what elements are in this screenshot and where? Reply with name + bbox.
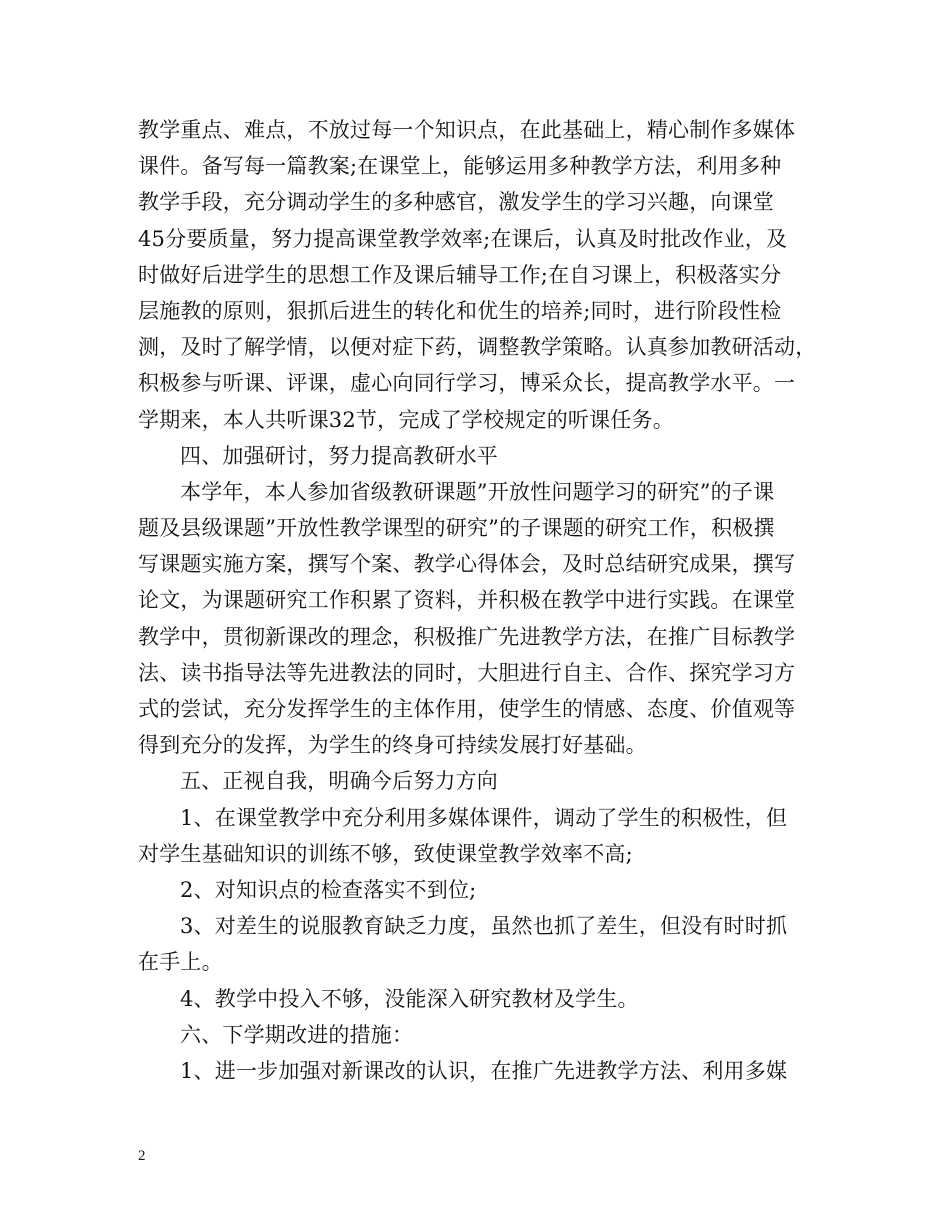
list-item: 1、在课堂教学中充分利用多媒体课件，调动了学生的积极性，但: [180, 805, 788, 830]
text-line: 本学年，本人参加省级教研课题”开放性问题学习的研究”的子课: [180, 479, 775, 504]
text-line: 教学重点、难点，不放过每一个知识点，在此基础上，精心制作多媒体: [138, 118, 796, 142]
text-line: 题及县级课题”开放性教学课型的研究”的子课题的研究工作，积极撰: [138, 516, 775, 541]
section-heading: 六、下学期改进的措施：: [180, 1022, 414, 1047]
text-line: 法、读书指导法等先进教法的同时，大胆进行自主、合作、探究学习方: [138, 660, 796, 685]
section-heading: 四、加强研讨，努力提高教研水平: [180, 443, 498, 468]
document-body: [138, 112, 828, 1089]
text-line: 时做好后进学生的思想工作及课后辅导工作;在自习课上，积极落实分: [138, 262, 782, 287]
text-line: 层施教的原则，狠抓后进生的转化和优生的培养;同时，进行阶段性检: [138, 298, 782, 323]
section-heading: 五、正视自我，明确今后努力方向: [180, 769, 498, 794]
text-line: 教学中，贯彻新课改的理念，积极推广先进教学方法，在推广目标教学: [138, 624, 796, 649]
text-line: 写课题实施方案，撰写个案、教学心得体会，及时总结研究成果，撰写: [138, 552, 796, 577]
list-item: 2、对知识点的检查落实不到位;: [180, 877, 477, 902]
text-line: 得到充分的发挥，为学生的终身可持续发展打好基础。: [138, 733, 647, 758]
text-line: 45分要质量，努力提高课堂教学效率;在课后，认真及时批改作业，及: [138, 226, 788, 251]
text-line: 在手上。: [138, 950, 223, 975]
text-line: 课件。备写每一篇教案;在课堂上，能够运用多种教学方法，利用多种: [138, 154, 782, 179]
text-line: 测，及时了解学情，以便对症下药，调整教学策略。认真参加教研活动，: [138, 335, 817, 360]
list-item: 4、教学中投入不够，没能深入研究教材及学生。: [180, 986, 639, 1011]
text-line: 对学生基础知识的训练不够，致使课堂教学效率不高;: [138, 841, 633, 866]
text-line: 教学手段，充分调动学生的多种感官，激发学生的学习兴趣，向课堂: [138, 190, 774, 215]
list-item: 3、对差生的说服教育缺乏力度，虽然也抓了差生，但没有时时抓: [180, 914, 788, 939]
text-line: 学期来，本人共听课32节，完成了学校规定的听课任务。: [138, 407, 674, 432]
text-line: 式的尝试，充分发挥学生的主体作用，使学生的情感、态度、价值观等: [138, 697, 796, 721]
text-line: 积极参与听课、评课，虚心向同行学习，博采众长，提高教学水平。一: [138, 371, 796, 396]
text-line: 论文，为课题研究工作积累了资料，并积极在教学中进行实践。在课堂: [138, 588, 796, 613]
list-item: 1、进一步加强对新课改的认识，在推广先进教学方法、利用多媒: [180, 1058, 788, 1083]
page-number: 2: [138, 1148, 146, 1164]
